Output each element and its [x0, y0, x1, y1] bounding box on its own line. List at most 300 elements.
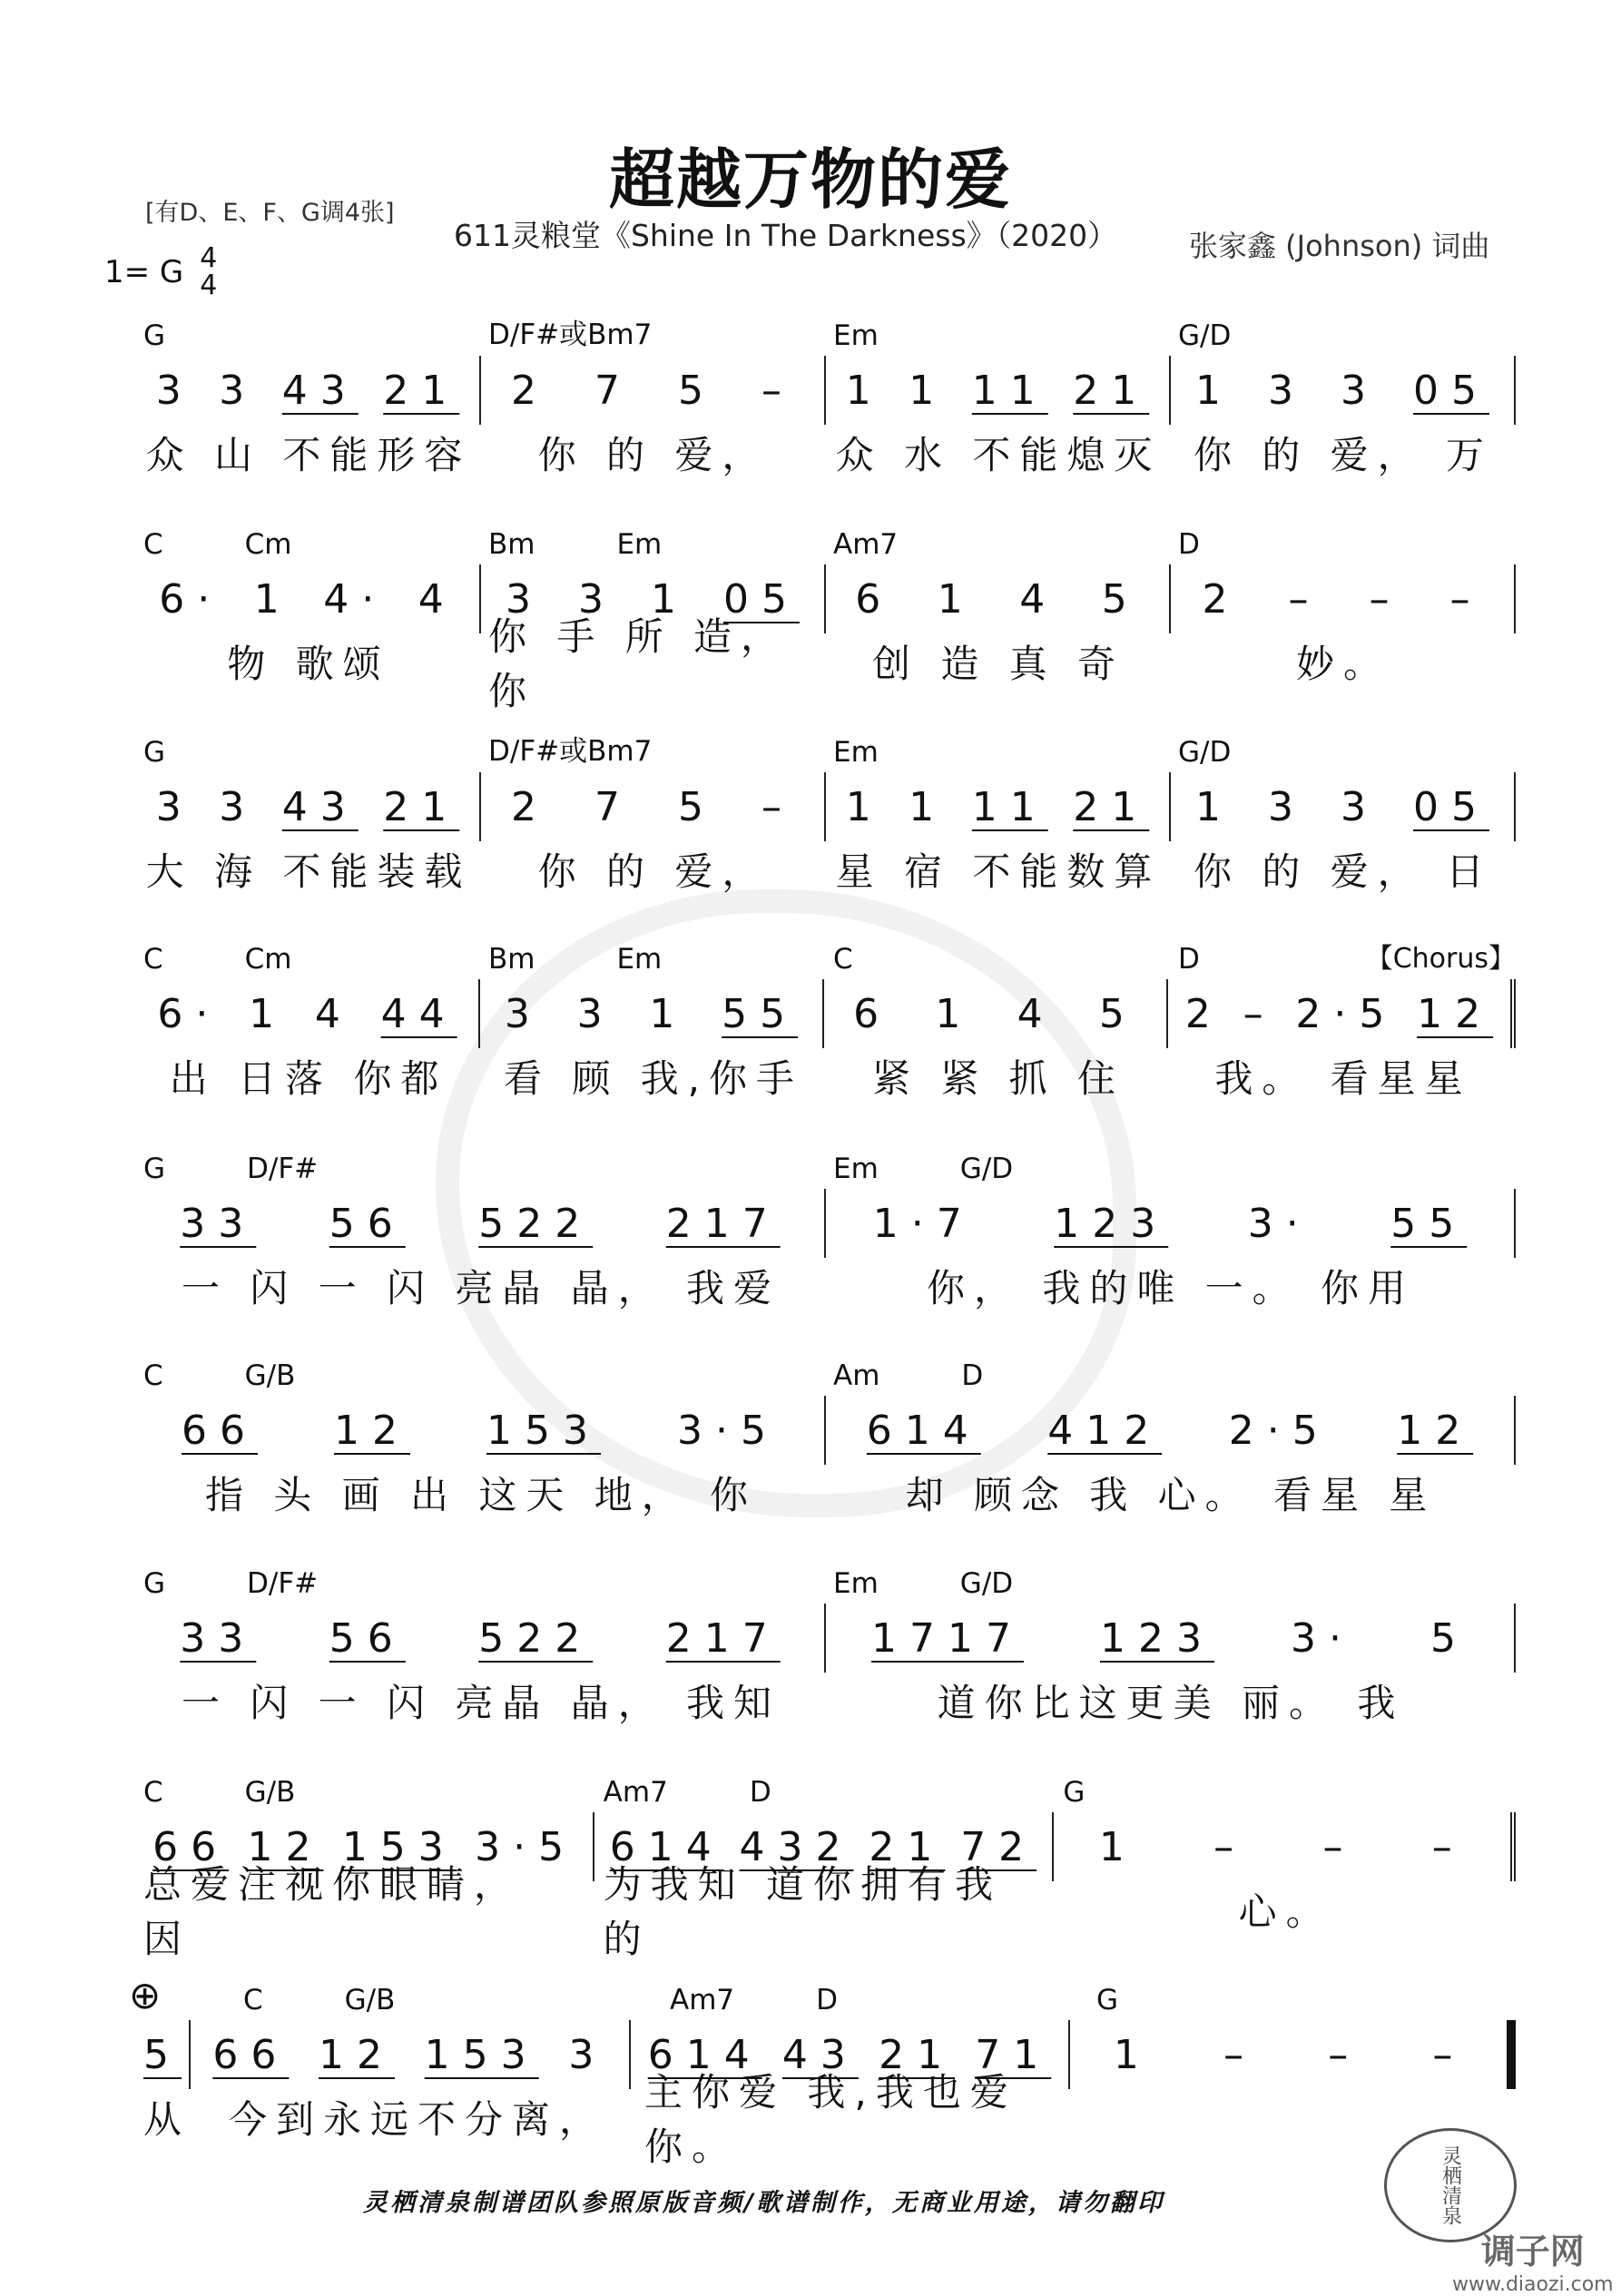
measure: [1171, 564, 1516, 633]
chord-symbol: Am7: [833, 528, 899, 561]
chord-symbol: C: [143, 528, 163, 561]
note: 21: [1073, 367, 1150, 414]
chord-symbol: G/D: [959, 1153, 1014, 1185]
lyric-cell: [826, 421, 1171, 485]
chord-symbol: D: [816, 1984, 839, 2016]
lyric-text: 创 造 真 奇: [871, 642, 1125, 686]
note: 432: [739, 1823, 854, 1870]
note-row: [136, 1189, 1516, 1258]
chord-cell: [826, 1560, 1516, 1600]
note: 55: [722, 990, 799, 1037]
note: 6·: [157, 990, 221, 1037]
pickup-chord-cell: [182, 1977, 236, 2016]
chord-symbol: G: [1096, 1984, 1119, 2016]
note: 3·5: [676, 1407, 779, 1454]
note: 1: [909, 367, 948, 414]
note-row: [136, 356, 1516, 425]
note: 614: [609, 1823, 724, 1870]
chord-symbol: D: [1178, 943, 1200, 976]
measure: [1171, 772, 1516, 841]
note: 55: [1390, 1200, 1468, 1247]
note: 1: [937, 575, 976, 623]
note: –: [1223, 2031, 1257, 2078]
lyric-text: 众 水 不能熄灭: [835, 433, 1162, 477]
chord-cell: [826, 521, 1171, 561]
lyric-text: 今到永远不分离，: [229, 2097, 607, 2142]
note: 11: [971, 367, 1048, 414]
note: –: [1328, 2031, 1361, 2078]
note: –: [1449, 575, 1483, 623]
note: 153: [424, 2031, 539, 2078]
lyric-text: 大 海 不能装载: [145, 849, 472, 894]
lyric-text: 妙。: [1295, 642, 1390, 686]
lyric-cell: [826, 1254, 1516, 1318]
note: 522: [478, 1614, 594, 1662]
chord-symbol: G: [143, 1153, 166, 1185]
chord-symbol: D: [749, 1776, 771, 1809]
lyric-text: 指 头 画 出 这天 地， 你: [204, 1473, 758, 1517]
note: 4: [1017, 990, 1056, 1037]
chord-cell: [1089, 1977, 1516, 2016]
note: 1: [845, 783, 884, 830]
note: 123: [1099, 1614, 1214, 1662]
site-url: www.diaozi.com: [1452, 2273, 1614, 2296]
note: 1: [249, 990, 288, 1037]
chord-cell: [663, 1977, 1089, 2016]
time-top: 4: [200, 242, 218, 274]
lyric-row: [136, 838, 1516, 901]
chord-symbol: Em: [833, 1567, 879, 1600]
lyric-cell: [826, 630, 1171, 693]
chord-row: [136, 1145, 1516, 1185]
note: 21: [1073, 783, 1150, 830]
note: 3: [155, 783, 194, 830]
author-credit: 张家鑫 (Johnson) 词曲: [1189, 229, 1490, 263]
note-row: [136, 564, 1516, 633]
measure: [1070, 2020, 1516, 2089]
note: 614: [866, 1407, 981, 1454]
lyric-text: 出 日落 你都: [169, 1056, 448, 1101]
chord-symbol: G/B: [244, 1359, 296, 1392]
measure: [481, 772, 826, 841]
chord-cell: [136, 1145, 826, 1185]
note: 71: [975, 2031, 1052, 2078]
note: 4: [314, 990, 353, 1037]
lyric-cell: [1171, 630, 1516, 693]
lyric-row: [136, 614, 1516, 713]
note: 3: [1268, 367, 1306, 414]
lyric-row: [136, 2070, 1516, 2169]
chord-symbol: G: [143, 319, 166, 352]
time-bottom: 4: [200, 270, 218, 301]
chord-symbol: G: [143, 736, 166, 769]
note: 05: [1413, 367, 1489, 414]
pickup-measure: [136, 2020, 191, 2089]
chord-symbol: Em: [833, 319, 879, 352]
note: –: [1243, 990, 1276, 1037]
coda-icon: ⊕: [129, 1973, 162, 2017]
chord-symbol: C: [833, 943, 853, 976]
note: 3·: [1247, 1200, 1312, 1247]
note: 5: [678, 367, 716, 414]
lyric-cell: [1056, 1878, 1516, 1941]
lyric-cell: [136, 1461, 826, 1525]
note: 4: [1019, 575, 1058, 623]
lyric-text: 一 闪 一 闪 亮晶 晶， 我爱: [181, 1266, 781, 1310]
chord-row: [136, 729, 1516, 769]
key-signature: [104, 242, 218, 301]
note: 412: [1047, 1407, 1163, 1454]
measure: [826, 1604, 1516, 1673]
lyric-cell: [481, 421, 826, 485]
chord-row: [136, 1769, 1516, 1809]
note: 1: [1195, 783, 1233, 830]
note: 1717: [871, 1614, 1024, 1662]
measure: [136, 979, 480, 1048]
chord-row: [136, 521, 1516, 561]
lyric-cell: [481, 614, 826, 713]
note: 05: [723, 575, 800, 623]
note-row: [136, 1396, 1516, 1465]
note: 5: [678, 783, 716, 830]
lyric-text: 你 的 爱， 万: [1193, 433, 1494, 477]
note: 3: [1341, 783, 1379, 830]
note: 3: [1268, 783, 1306, 830]
lyric-text: 你 手 所 造， 你: [488, 614, 789, 713]
site-name: 调子网: [1480, 2232, 1585, 2271]
note: 12: [247, 1823, 324, 1870]
chord-cell: [1171, 312, 1516, 352]
note: 3: [568, 2031, 607, 2078]
key-label: 1= G: [104, 254, 184, 290]
note: 43: [281, 783, 359, 830]
note: –: [1213, 1823, 1247, 1870]
note: 1: [909, 783, 948, 830]
note: 2: [1202, 575, 1241, 623]
lyric-text: 紧 紧 抓 住: [871, 1056, 1125, 1101]
lyric-text: 你， 我的唯 一。 你用: [926, 1266, 1416, 1310]
measure: [136, 1396, 826, 1465]
chord-symbol: C: [143, 1359, 163, 1392]
note: 3·5: [475, 1823, 577, 1870]
note: 21: [383, 367, 460, 414]
note: 3: [504, 990, 543, 1037]
chord-symbol: D/F#或Bm7: [488, 319, 653, 351]
measure: [136, 564, 481, 633]
note: 12: [1417, 990, 1494, 1037]
note: 614: [647, 2031, 762, 2078]
lyric-cell: [596, 1862, 1056, 1961]
note: –: [761, 367, 794, 414]
lyric-cell: [1171, 1045, 1516, 1108]
measure: [1171, 356, 1516, 425]
lyric-cell: [1171, 421, 1516, 485]
note: 43: [281, 367, 359, 414]
chord-cell: [826, 1352, 1516, 1392]
note: 4: [418, 575, 457, 623]
score-system: [136, 1352, 1516, 1552]
note: 12: [1397, 1407, 1474, 1454]
note: 6·: [159, 575, 223, 623]
chord-symbol: Cm: [244, 943, 292, 976]
time-signature: [200, 242, 218, 301]
lyric-row: [136, 1461, 1516, 1525]
chord-row: [136, 312, 1516, 352]
lyric-text: 我。 看星星: [1214, 1056, 1472, 1101]
chord-symbol: G: [143, 1567, 166, 1600]
note-row: [136, 772, 1516, 841]
available-keys-note: [有D、E、F、G调4张]: [145, 199, 395, 227]
measure: [480, 979, 824, 1048]
note: 2·5: [1228, 1407, 1331, 1454]
lyric-row: [136, 1045, 1516, 1108]
note: 3: [576, 990, 615, 1037]
score-system: [136, 936, 1516, 1135]
note: 2: [511, 367, 549, 414]
score-system: [136, 1145, 1516, 1345]
note: 6: [853, 990, 892, 1037]
note: –: [1369, 575, 1402, 623]
note: 12: [319, 2031, 395, 2078]
note: 33: [180, 1200, 257, 1247]
note: 5: [1101, 575, 1140, 623]
chord-symbol: Bm: [488, 528, 535, 561]
lyric-cell: [1171, 838, 1516, 901]
chord-row: [136, 936, 1516, 976]
note: 21: [879, 2031, 956, 2078]
note: 153: [486, 1407, 601, 1454]
note: 5: [143, 2031, 182, 2078]
chord-cell: [596, 1769, 1056, 1809]
lyric-text: 道你比这更美 丽。 我: [937, 1681, 1405, 1725]
note: 1: [1195, 367, 1233, 414]
score-system: [136, 312, 1516, 512]
chord-symbol: Em: [616, 943, 663, 976]
note: 1: [649, 990, 688, 1037]
note: 6: [855, 575, 894, 623]
note: 123: [1054, 1200, 1169, 1247]
chord-row: [136, 1560, 1516, 1600]
section-label-chorus: 【Chorus】: [1365, 943, 1516, 975]
lyric-cell: [481, 1045, 826, 1108]
chord-symbol: G: [1063, 1776, 1086, 1809]
lyric-cell: [136, 1045, 481, 1108]
lyric-text: 看 顾 我,你手: [503, 1056, 804, 1101]
logo: 灵栖清泉: [1384, 2128, 1517, 2242]
note: –: [761, 783, 794, 830]
lyric-cell: [826, 838, 1171, 901]
lyric-cell: [136, 1669, 826, 1732]
chord-cell: [481, 521, 826, 561]
measure: [826, 772, 1171, 841]
chord-cell: [136, 1769, 596, 1809]
lyric-cell: [198, 2085, 637, 2149]
note: 217: [665, 1200, 781, 1247]
chord-symbol: D/F#或Bm7: [488, 735, 653, 768]
note: 56: [329, 1614, 406, 1662]
lyric-cell: [826, 1461, 1516, 1525]
measure: [191, 2020, 631, 2089]
note: 1: [253, 575, 292, 623]
lyric-cell: [826, 1045, 1171, 1108]
note: 3: [1341, 367, 1379, 414]
chord-symbol: G/B: [344, 1984, 396, 2016]
lyric-text: 你 的 爱，: [537, 433, 770, 477]
chord-cell: [236, 1977, 663, 2016]
note: 43: [781, 2031, 859, 2078]
lyric-text: 却 顾念 我 心。 看星 星: [905, 1473, 1437, 1517]
note-row: [136, 979, 1516, 1048]
note: –: [1288, 575, 1321, 623]
chord-symbol: Em: [616, 528, 663, 561]
chord-symbol: C: [243, 1984, 263, 2016]
note: 56: [329, 1200, 406, 1247]
note: 3: [219, 367, 258, 414]
note: 3: [578, 575, 616, 623]
chord-symbol: G/B: [244, 1776, 296, 1809]
lyric-text: 你 的 爱，: [537, 849, 770, 894]
lyric-text: 主你爱 我,我也爱你。: [644, 2070, 1017, 2169]
note: 2: [511, 783, 549, 830]
chord-cell: [481, 729, 826, 769]
note: 66: [212, 2031, 290, 2078]
lyric-text: 为我知 道你拥有我的: [603, 1862, 1003, 1961]
chord-symbol: D: [1178, 528, 1200, 561]
chord-row: [136, 1977, 1516, 2016]
chord-symbol: Em: [833, 1153, 879, 1185]
site-watermark: [1452, 2223, 1614, 2296]
lyric-cell: [826, 1669, 1516, 1732]
lyric-text: 心。: [1238, 1889, 1333, 1934]
chord-symbol: Am7: [603, 1776, 668, 1809]
chord-cell: [136, 521, 481, 561]
song-title: 超越万物的爱: [608, 142, 1012, 218]
chord-symbol: Em: [833, 736, 879, 769]
chord-symbol: D: [961, 1359, 984, 1392]
chord-symbol: Cm: [244, 528, 292, 561]
note: 3: [219, 783, 258, 830]
lyric-cell: [136, 1254, 826, 1318]
measure: [1054, 1812, 1516, 1881]
note: 66: [182, 1407, 258, 1454]
chord-cell: [481, 936, 826, 976]
chord-row: [136, 1352, 1516, 1392]
note: 7: [594, 783, 633, 830]
score-system: [136, 1560, 1516, 1760]
chord-cell: [481, 312, 826, 352]
lyric-text: 总爱注视你眼睛， 因: [143, 1862, 522, 1961]
chord-cell: [1171, 521, 1516, 561]
note: 1: [1113, 2031, 1152, 2078]
note: 3: [155, 367, 194, 414]
score-system: [136, 729, 1516, 928]
note: 3·: [1290, 1614, 1354, 1662]
measure: [136, 356, 481, 425]
chord-symbol: Bm: [488, 943, 535, 976]
chord-symbol: G/D: [1178, 319, 1232, 352]
score-system: [136, 521, 1516, 721]
chord-cell: [136, 1560, 826, 1600]
lyric-text: 你 的 爱， 日: [1193, 849, 1494, 894]
lyric-cell: [136, 630, 481, 693]
note: –: [1431, 1823, 1465, 1870]
measure: [481, 356, 826, 425]
chord-symbol: C: [143, 943, 163, 976]
note: 12: [334, 1407, 410, 1454]
lyric-row: [136, 421, 1516, 485]
chord-cell: [136, 936, 481, 976]
score-system: [136, 1769, 1516, 1968]
note-row: [136, 1604, 1516, 1673]
score-system: [129, 1973, 1516, 2176]
note: 522: [478, 1200, 594, 1247]
note: 05: [1413, 783, 1489, 830]
note: 1: [935, 990, 974, 1037]
lyric-row: [136, 1669, 1516, 1732]
chord-symbol: G/D: [959, 1567, 1014, 1600]
note: 33: [180, 1614, 257, 1662]
note: 153: [341, 1823, 457, 1870]
chord-cell: [136, 312, 481, 352]
measure: [824, 979, 1168, 1048]
chord-symbol: D/F#: [247, 1567, 319, 1600]
note: –: [1322, 1823, 1356, 1870]
lyric-cell: [637, 2070, 1076, 2169]
chord-cell: [1056, 1769, 1516, 1809]
lyric-row: [136, 1862, 1516, 1961]
note: 5: [1098, 990, 1137, 1037]
measure: [826, 1189, 1516, 1258]
chord-cell: [826, 312, 1171, 352]
chord-cell: [1171, 729, 1516, 769]
note: 3: [506, 575, 544, 623]
lyric-text: 物 歌颂: [227, 642, 390, 686]
pickup-lyric: [136, 2085, 198, 2149]
chord-symbol: Am: [833, 1359, 880, 1392]
note: 2·5: [1295, 990, 1398, 1037]
lyric-cell: [481, 838, 826, 901]
lyric-text: 从: [143, 2097, 192, 2142]
lyric-row: [136, 1254, 1516, 1318]
chord-cell: [136, 729, 481, 769]
note: 11: [971, 783, 1048, 830]
note: 1: [1098, 1823, 1137, 1870]
chord-symbol: Am7: [670, 1984, 735, 2016]
measure: [826, 564, 1171, 633]
note: 21: [383, 783, 460, 830]
note: 217: [665, 1614, 781, 1662]
chord-symbol: C: [143, 1776, 163, 1809]
chord-cell: [136, 1352, 826, 1392]
note: 2: [1184, 990, 1223, 1037]
song-source: 611灵粮堂《Shine In The Darkness》（2020）: [454, 218, 1118, 253]
chord-cell: [826, 729, 1171, 769]
chord-symbol: G/D: [1178, 736, 1232, 769]
lyric-cell: [136, 838, 481, 901]
lyric-text: 星 宿 不能数算: [835, 849, 1162, 894]
note: 72: [960, 1823, 1037, 1870]
measure: [826, 356, 1171, 425]
note: 1: [651, 575, 689, 623]
measure: [1168, 979, 1516, 1048]
measure: [136, 1189, 826, 1258]
lyric-cell: [136, 1862, 596, 1961]
measure: [136, 1604, 826, 1673]
note: 4·: [323, 575, 388, 623]
lyric-text: 一 闪 一 闪 亮晶 晶， 我知: [181, 1681, 781, 1725]
chord-cell: [826, 936, 1171, 976]
note: 5: [1429, 1614, 1469, 1662]
